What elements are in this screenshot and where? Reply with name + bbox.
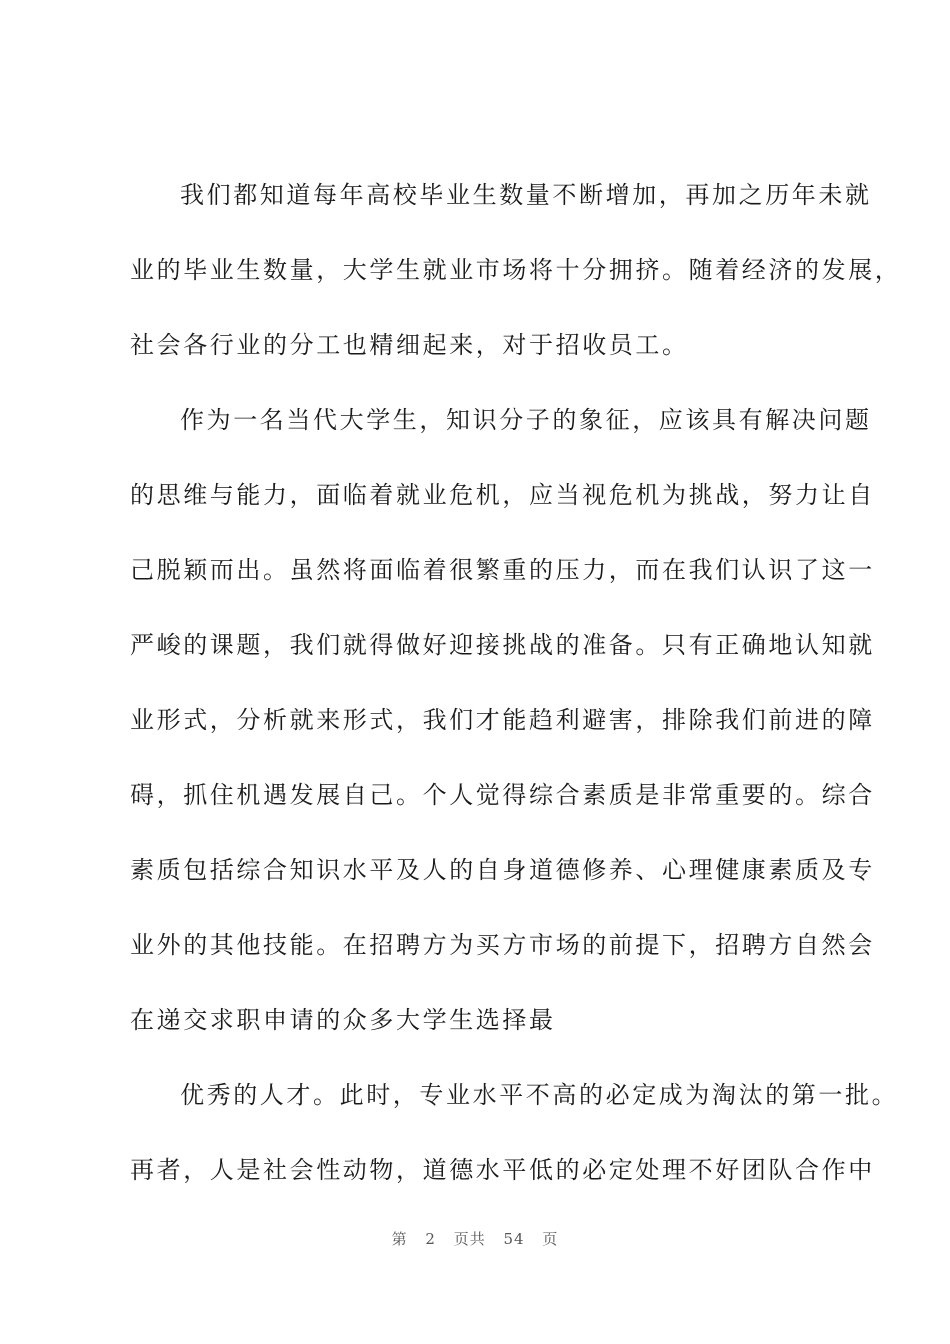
footer-total-pages: 54 xyxy=(503,1230,525,1248)
footer-prefix: 第 xyxy=(391,1230,408,1248)
paragraph-2-line-4: 严峻的课题，我们就得做好迎接挑战的准备。只有正确地认知就 xyxy=(130,631,875,659)
paragraph-2-line-3: 己脱颖而出。虽然将面临着很繁重的压力，而在我们认识了这一 xyxy=(130,556,875,584)
paragraph-2-line-5: 业形式，分析就来形式，我们才能趋利避害，排除我们前进的障 xyxy=(130,706,875,734)
paragraph-1-line-1: 我们都知道每年高校毕业生数量不断增加，再加之历年未就 xyxy=(180,181,872,209)
paragraph-1-line-3: 社会各行业的分工也精细起来，对于招收员工。 xyxy=(130,331,689,359)
footer-middle: 页共 xyxy=(453,1230,486,1248)
paragraph-2-line-2: 的思维与能力，面临着就业危机，应当视危机为挑战，努力让自 xyxy=(130,481,875,509)
paragraph-2-line-8: 业外的其他技能。在招聘方为买方市场的前提下，招聘方自然会 xyxy=(130,931,875,959)
paragraph-3-line-1: 优秀的人才。此时，专业水平不高的必定成为淘汰的第一批。 xyxy=(180,1081,899,1109)
footer-current-page: 2 xyxy=(425,1230,436,1248)
paragraph-2-line-1: 作为一名当代大学生，知识分子的象征，应该具有解决问题 xyxy=(180,406,872,434)
page-footer xyxy=(0,1228,950,1249)
footer-suffix: 页 xyxy=(542,1230,559,1248)
paragraph-2-line-7: 素质包括综合知识水平及人的自身道德修养、心理健康素质及专 xyxy=(130,856,875,884)
paragraph-2-line-6: 碍，抓住机遇发展自己。个人觉得综合素质是非常重要的。综合 xyxy=(130,781,875,809)
paragraph-2-line-9: 在递交求职申请的众多大学生选择最 xyxy=(130,1006,556,1034)
paragraph-3-line-2: 再者，人是社会性动物，道德水平低的必定处理不好团队合作中 xyxy=(130,1156,875,1184)
paragraph-1-line-2: 业的毕业生数量，大学生就业市场将十分拥挤。随着经济的发展， xyxy=(130,256,902,284)
